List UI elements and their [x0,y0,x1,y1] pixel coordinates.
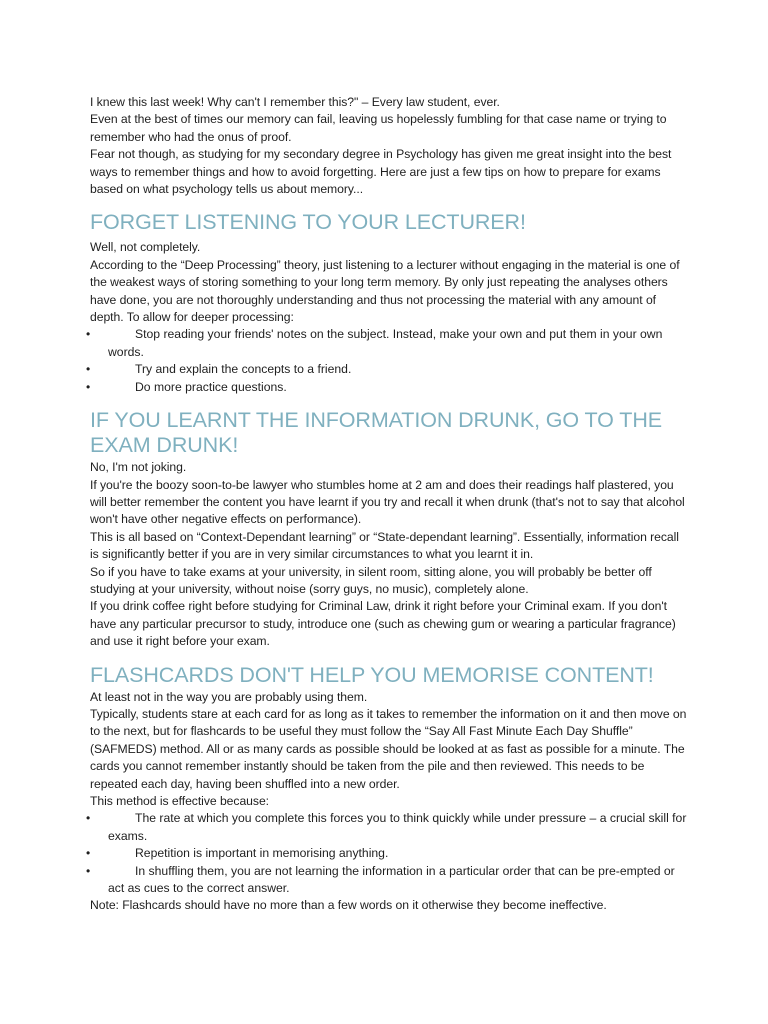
list-item [86,379,690,396]
list-item [86,845,690,862]
paragraph: Well, not completely. [90,240,201,255]
list-item-text: Try and explain the concepts to a friend. [135,362,352,377]
paragraph: So if you have to take exams at your university, in silent room, sitting alone, you will probably be better off studying at your university, without noise (sorry guys, no music), completely alone. [90,564,652,596]
bullet-icon: • [86,811,91,826]
list-item [86,361,690,378]
document-body [86,94,690,915]
note-paragraph: Note: Flashcards should have no more than a few words on it otherwise they become ineffective. [90,898,607,913]
list-item-text: The rate at which you complete this forces you to think quickly while under pressure – a crucial skill for exams. [108,811,687,843]
bullet-icon: • [86,379,91,394]
list-item [86,810,690,845]
paragraph: At least not in the way you are probably using them. [90,689,368,704]
paragraph: According to the “Deep Processing” theory, just listening to a lecturer without engaging in the material is one of the weakest ways of storing something to your long term memory. By only just repeating the analyses others have done, you are not thoroughly understanding and thus not processing the material with any amount of depth. To allow for deeper processing: [90,257,680,325]
list-item-text: Repetition is important in memorising anything. [135,846,389,861]
intro-paragraph: Even at the best of times our memory can fail, leaving us hopelessly fumbling for that case name or trying to remember who had the onus of proof. [90,112,667,144]
paragraph: No, I'm not joking. [90,460,187,475]
intro-quote: I knew this last week! Why can't I remember this?" – Every law student, ever. [90,95,500,109]
section-heading-flashcards: FLASHCARDS DON'T HELP YOU MEMORISE CONTENT! [90,662,654,687]
bullet-list-deep-processing [86,326,690,396]
list-item-text: In shuffling them, you are not learning the information in a particular order that can be pre-empted or act as cues to the correct answer. [108,863,675,896]
list-item-text: Stop reading your friends' notes on the subject. Instead, make your own and put them in your own words. [108,327,663,359]
section-heading-lecturer: FORGET LISTENING TO YOUR LECTURER! [90,210,526,235]
paragraph: This is all based on “Context-Dependant learning” or “State-dependant learning”. Essentially, information recall is significantly better if you are in very similar circumstances to what you learnt it in. [90,529,679,562]
bullet-icon: • [86,863,91,878]
paragraph: Typically, students stare at each card for as long as it takes to remember the information on it and then move on to the next, but for flashcards to be useful they must follow the “Say All Fast Minute Each Day Shuffle” (SAFMEDS) method. All or as many cards as possible should be looked at as fast as possible for a minute. The cards you cannot remember instantly should be taken from the pile and then reviewed. This needs to be repeated each day, having been shuffled into a new order. [90,706,687,791]
intro-paragraph: Fear not though, as studying for my secondary degree in Psychology has given me great insight into the best ways to remember things and how to avoid forgetting. Here are just a few tips on how to prepare for exams based on what psychology tells us about memory... [90,147,672,197]
paragraph: If you drink coffee right before studying for Criminal Law, drink it right before your Criminal exam. If you don't have any particular precursor to study, introduce one (such as chewing gum or wearing a particular fragrance) and use it right before your exam. [90,599,676,649]
bullet-list-safmeds [86,810,690,897]
bullet-icon: • [86,362,91,377]
list-item [86,326,690,361]
paragraph: This method is effective because: [90,794,270,808]
list-item [86,863,690,898]
list-item-text: Do more practice questions. [135,379,287,394]
paragraph: If you're the boozy soon-to-be lawyer who stumbles home at 2 am and does their readings half plastered, you will better remember the content you have learnt if you try and recall it when drunk (that's not to say that alcohol won't have other negative effects on performance). [90,477,685,527]
bullet-icon: • [86,327,91,342]
bullet-icon: • [86,846,91,861]
section-heading-drunk: IF YOU LEARNT THE INFORMATION DRUNK, GO TO THE EXAM DRUNK! [90,408,662,458]
